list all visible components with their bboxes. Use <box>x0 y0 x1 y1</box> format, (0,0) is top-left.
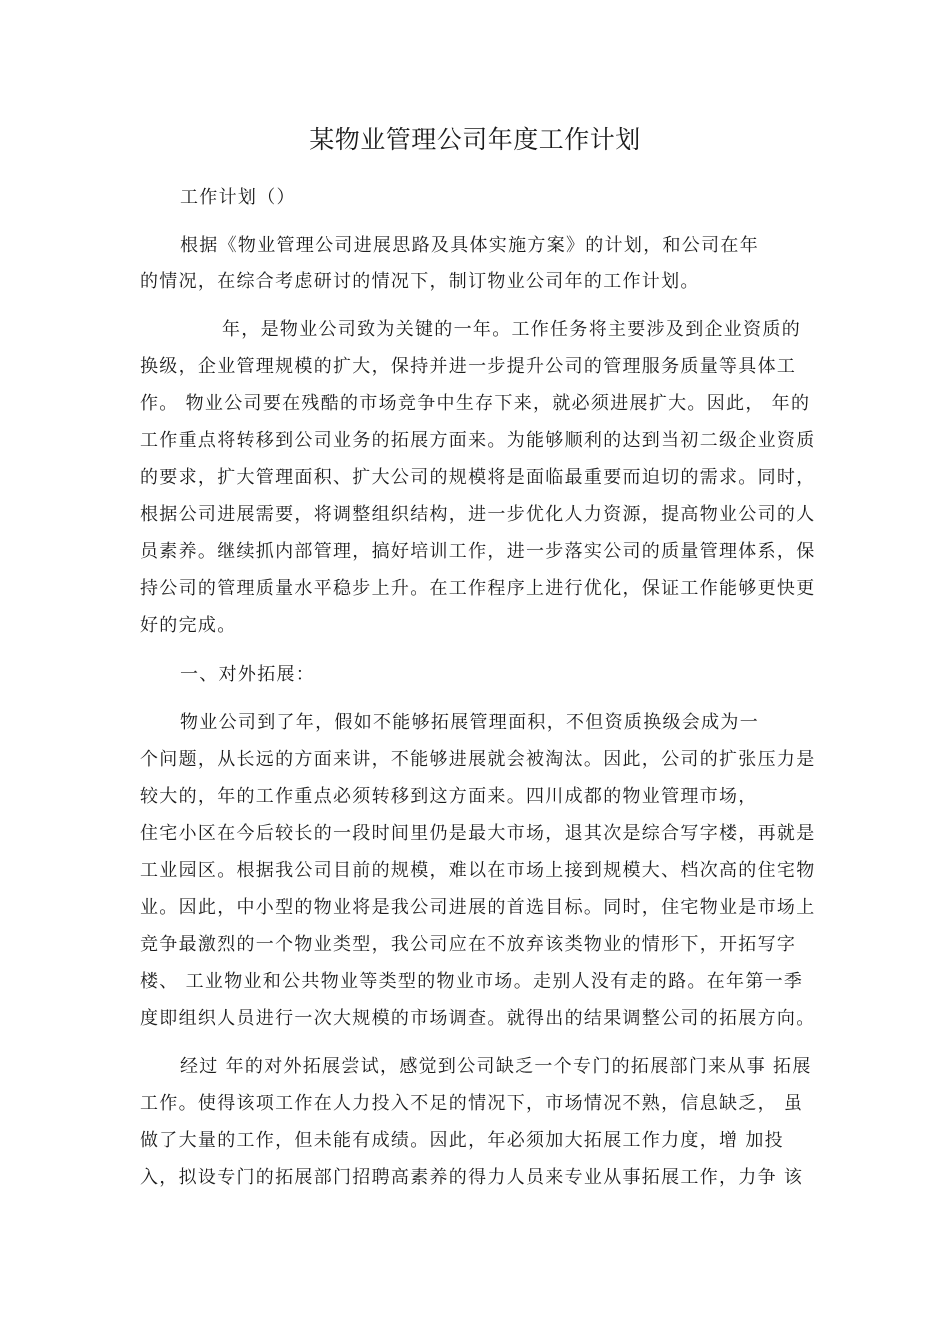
paragraph-line: 较大的，年的工作重点必须转移到这方面来。四川成都的物业管理市场， <box>140 786 758 807</box>
paragraph-line: 工作。使得该项工作在人力投入不足的情况下，市场情况不熟，信息缺乏， 虽 <box>140 1093 804 1114</box>
paragraph-line: 的情况，在综合考虑研讨的情况下，制订物业公司年的工作计划。 <box>140 271 700 292</box>
paragraph-line: 好的完成。 <box>140 615 237 636</box>
document-title: 某物业管理公司年度工作计划 <box>309 125 641 154</box>
paragraph-line: 工业园区。根据我公司目前的规模，难以在市场上接到规模大、档次高的住宅物 <box>140 860 816 881</box>
paragraph-line: 做了大量的工作，但未能有成绩。因此，年必须加大拓展工作力度，增 加投 <box>140 1130 784 1151</box>
section-heading: 一、对外拓展： <box>180 664 316 685</box>
paragraph-line: 楼、 工业物业和公共物业等类型的物业市场。走别人没有走的路。在年第一季 <box>140 971 804 992</box>
paragraph-line: 员素养。继续抓内部管理，搞好培训工作，进一步落实公司的质量管理体系，保 <box>140 541 816 562</box>
paragraph-line: 的要求，扩大管理面积、扩大公司的规模将是面临最重要而迫切的需求。同时， <box>140 467 816 488</box>
paragraph-line: 根据公司进展需要，将调整组织结构，进一步优化人力资源，提高物业公司的人 <box>140 504 816 525</box>
paragraph-line: 物业公司到了年，假如不能够拓展管理面积，不但资质换级会成为一 <box>180 712 759 733</box>
paragraph-line: 个问题，从长远的方面来讲，不能够进展就会被淘汰。因此，公司的扩张压力是 <box>140 749 816 770</box>
paragraph-line: 持公司的管理质量水平稳步上升。在工作程序上进行优化，保证工作能够更快更 <box>140 578 816 599</box>
paragraph-line: 换级，企业管理规模的扩大，保持并进一步提升公司的管理服务质量等具体工 <box>140 356 797 377</box>
paragraph-line: 经过 年的对外拓展尝试，感觉到公司缺乏一个专门的拓展部门来从事 拓展 <box>180 1056 812 1077</box>
paragraph-line: 竞争最激烈的一个物业类型，我公司应在不放弃该类物业的情形下，开拓写字 <box>140 934 797 955</box>
paragraph-line: 住宅小区在今后较长的一段时间里仍是最大市场，退其次是综合写字楼，再就是 <box>140 823 816 844</box>
paragraph-line: 根据《物业管理公司进展思路及具体实施方案》的计划，和公司在年 <box>180 235 759 256</box>
paragraph-line: 度即组织人员进行一次大规模的市场调查。就得出的结果调整公司的拓展方向。 <box>140 1008 816 1029</box>
paragraph-line: 入，拟设专门的拓展部门招聘高素养的得力人员来专业从事拓展工作，力争 该 <box>140 1167 804 1188</box>
section-heading: 工作计划（） <box>180 187 296 208</box>
paragraph-line: 作。 物业公司要在残酷的市场竞争中生存下来，就必须进展扩大。因此， 年的 <box>140 393 811 414</box>
paragraph-line: 业。因此，中小型的物业将是我公司进展的首选目标。同时，住宅物业是市场上 <box>140 897 816 918</box>
paragraph-line: 年，是物业公司致为关键的一年。工作任务将主要涉及到企业资质的 <box>222 319 801 340</box>
paragraph-line: 工作重点将转移到公司业务的拓展方面来。为能够顺利的达到当初二级企业资质 <box>140 430 816 451</box>
